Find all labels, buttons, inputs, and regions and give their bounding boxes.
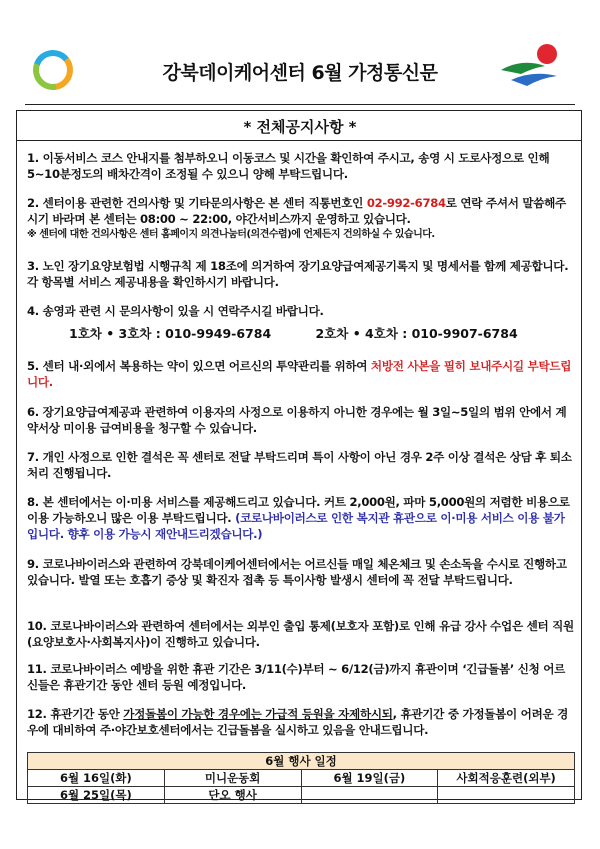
item-text: 본 센터에서는 이·미용 서비스를 제공해드리고 있습니다. 커트 2,000원, 파마 5,000원의 저렴한 비용으로 이용 가능하오니 많은 이용 부탁드립니다. [27,495,570,525]
item-number: 2. [27,196,39,210]
item-number: 5. [27,359,39,373]
item-number: 1. [27,151,39,165]
table-row [28,770,575,787]
closure-notice: (코로나바이러스로 인한 복지관 휴관으로 이·미용 서비스 이용 불가입니다. 향후 이용 가능시 재안내드리겠습니다.) [27,511,565,541]
item-number: 3. [27,259,39,273]
vehicle-phones [69,324,518,342]
notice-item-6 [27,404,575,436]
item-text-cont: , 휴관기간 중 가정돌봄이 어려운 경우에 대비하여 주·야간보호센터에서는 긴급돌봄을 실시하고 있음을 안내드립니다. [27,707,569,737]
schedule-title: 6월 행사 일정 [28,753,575,770]
item-note: ※ 센터에 대한 건의사항은 센터 홈페이지 의견나눔터(의견수렴)에 언제든지 건의하실 수 있습니다. [27,229,435,240]
item-text: 센터 내·외에서 복용하는 약이 있으면 어르신의 투약관리를 위하여 [42,359,371,373]
schedule-event [438,787,575,804]
schedule-event: 미니운동회 [164,770,301,787]
notice-item-1 [27,150,575,182]
item-text: 휴관기간 동안 [50,707,124,721]
notice-item-5 [27,358,575,390]
item-text: 장기요양급여제공과 관련하여 이용자의 사정으로 이용하지 아니한 경우에는 월 3일~5일의 범위 안에서 계약서상 미이용 급여비용을 청구할 수 있습니다. [27,405,567,435]
item-number: 12. [27,707,47,721]
item-number: 9. [27,557,39,571]
notice-item-7 [27,449,575,481]
notice-item-2 [27,195,575,243]
schedule-date: 6월 16일(화) [28,770,165,787]
item-text-cont: 로 연락 주셔서 말씀해주시기 바라며 본 센터는 08:00 ~ 22:00, 야간서비스까지 운영하고 있습니다. [27,196,566,226]
item-text: 개인 사정으로 인한 결석은 꼭 센터로 전달 부탁드리며 특이 사항이 아닌 경우 2주 이상 결석은 상담 후 퇴소처리 진행됩니다. [27,450,572,480]
schedule-date: 6월 25일(목) [28,787,165,804]
notice-item-9 [27,556,575,588]
notice-item-12 [27,706,575,738]
schedule-event: 단오 행사 [164,787,301,804]
item-number: 4. [27,304,39,318]
item-number: 11. [27,662,47,676]
item-text: 이동서비스 코스 안내지를 첨부하오니 이동코스 및 시간을 확인하여 주시고, 송영 시 도로사정으로 인해 5~10분정도의 배차간격이 조정될 수 있으니 양해 부탁드립니다. [27,151,550,181]
schedule-event: 사회적응훈련(외부) [438,770,575,787]
event-schedule-table [27,752,575,804]
item-number: 6. [27,405,39,419]
item-number: 7. [27,450,39,464]
heading-divider [16,140,582,141]
page-title: 강북데이케어센터 6월 가정통신문 [162,62,438,84]
notice-item-8 [27,494,575,542]
item-text: 코로나바이러스와 관련하여 센터에서는 외부인 출입 통제(보호자 포함)로 인해 유급 강사 수업은 센터 직원(요양보호사·사회복지사)이 진행하고 있습니다. [27,619,574,649]
table-row [28,787,575,804]
vehicle-phone-2-4: 2호차 • 4호차 : 010-9907-6784 [315,326,518,341]
center-phone: 02-992-6784 [366,196,446,210]
header-divider [25,104,575,105]
item-text: 코로나바이러스 예방을 위한 휴관 기간은 3/11(수)부터 ~ 6/12(금)까지 휴관이며 ‘긴급돌봄’ 신청 어르신들은 휴관기간 동안 센터 등원 예정입니다. [27,662,566,692]
item-text: 코로나바이러스와 관련하여 강북데이케어센터에서는 어르신들 매일 체온체크 및 손소독을 수시로 진행하고 있습니다. 발열 또는 호흡기 증상 및 확진자 접촉 등 특이사항 발생시 센터에 꼭 전달 부탁드립니다. [27,557,567,587]
vehicle-phone-1-3: 1호차 • 3호차 : 010-9949-6784 [69,326,272,341]
schedule-date: 6월 19일(금) [301,770,438,787]
item-number: 10. [27,619,47,633]
item-text-underlined: 가정돌봄이 가능한 경우에는 가급적 등원을 자제하시되 [123,707,393,721]
notice-item-3 [27,258,575,290]
notice-item-10 [27,618,575,650]
notice-item-11 [27,661,575,693]
item-text: 센터이용 관련한 건의사항 및 기타문의사항은 본 센터 직통번호인 [42,196,367,210]
prescription-request: 처방전 사본을 필히 보내주시길 부탁드립니다. [27,359,572,389]
notice-item-4 [27,303,575,319]
item-number: 8. [27,495,39,509]
item-text: 노인 장기요양보험법 시행규칙 제 18조에 의거하여 장기요양급여제공기록지 및 명세서를 함께 제공합니다. 각 항목별 서비스 제공내용을 확인하시기 바랍니다. [27,259,569,289]
notice-heading: * 전체공지사항 * [243,118,357,136]
schedule-date [301,787,438,804]
item-text: 송영과 관련 시 문의사항이 있을 시 연락주시길 바랍니다. [42,304,324,318]
